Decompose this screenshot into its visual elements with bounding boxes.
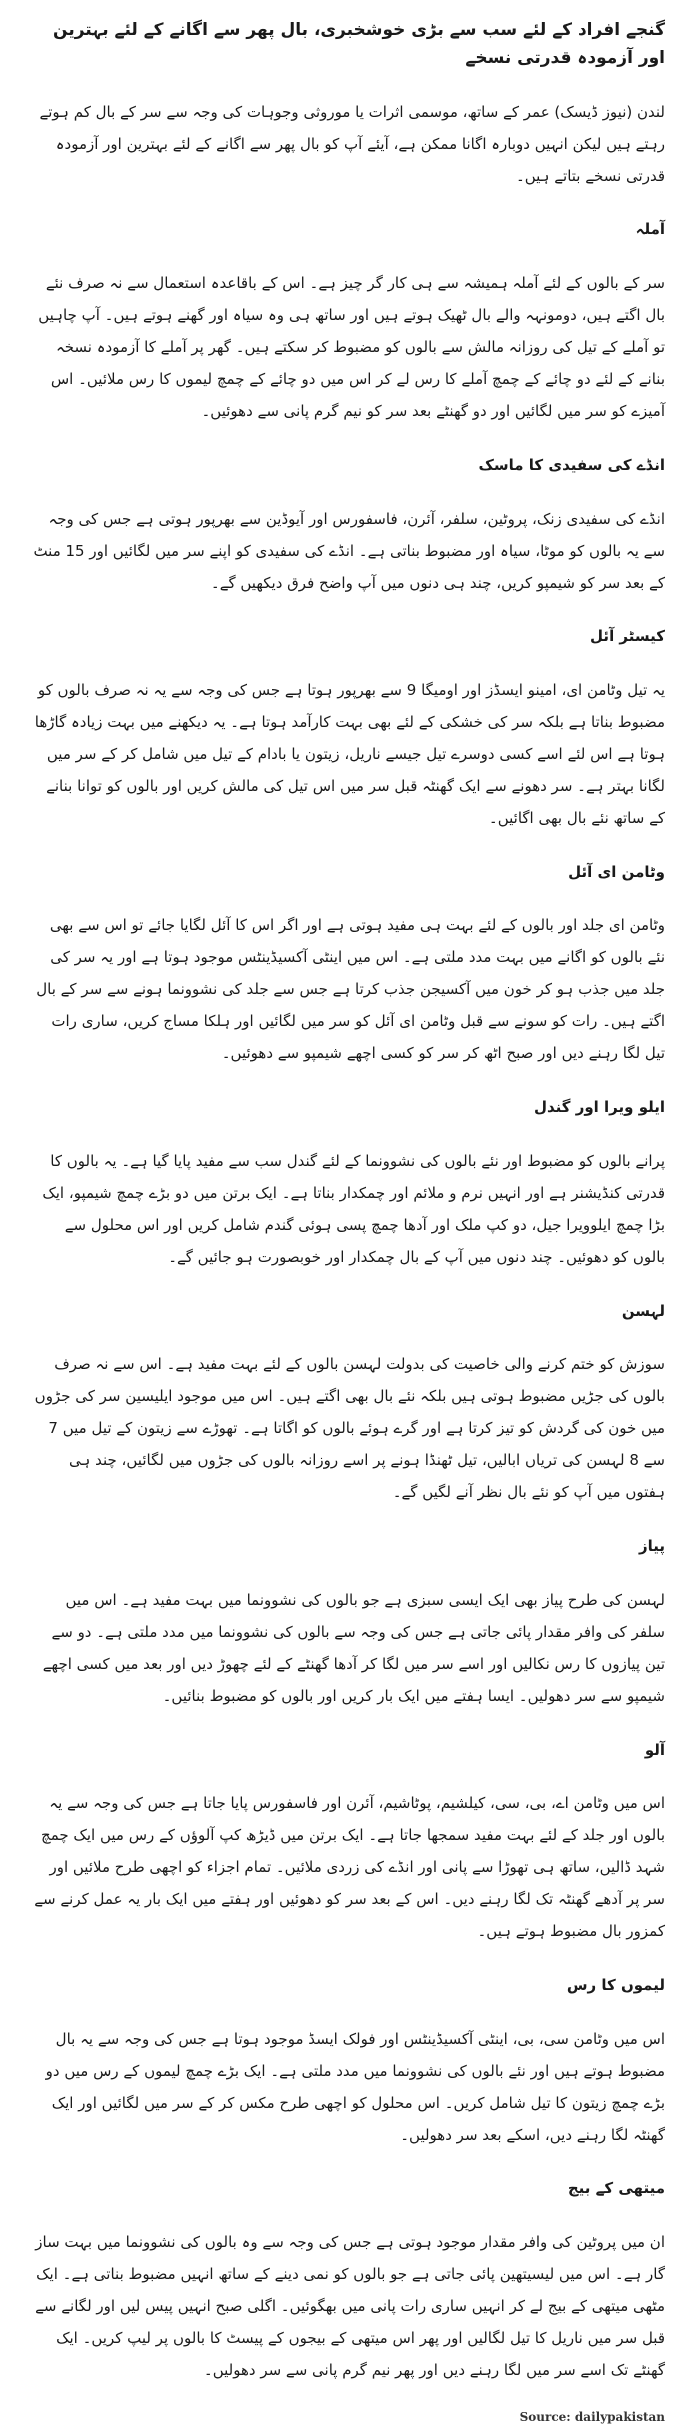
source-credit: Source: dailypakistan [519,2409,665,2424]
section-body-vitamin-e-oil: وٹامن ای جلد اور بالوں کے لئے بہت ہی مفید ہوتی ہے اور اگر اس کا آئل لگایا جائے تو اس سے بھی نئے بالوں کو اگانے میں بہت مدد ملتی ہے۔ اس میں اینٹی آکسیڈینٹس موجود ہوتا ہے اور یہ سر کی جلد میں جذب ہو کر خون میں آکسیجن جذب کرتا ہے جس سے جلد کی نشوونما ہونے سے سر کے بال اگتے ہیں۔ رات کو سونے سے قبل وٹامن ای آئل کو سر میں لگائیں اور ہلکا مساج کریں، ساری رات تیل لگا رہنے دیں اور صبح اٹھ کر سر کو کسی اچھے شیمپو سے دھوئیں۔ [36,916,665,1063]
section-heading-aloe-vera: ایلو ویرا اور گندل [533,1098,665,1117]
section-body-aloe-vera: پرانے بالوں کو مضبوط اور نئے بالوں کی نشوونما کے لئے گندل سب سے مفید پایا گیا ہے۔ یہ بالوں کا قدرتی کنڈیشنر ہے اور انہیں نرم و ملائم اور چمکدار بناتا ہے۔ ایک برتن میں دو بڑے چمچ شیمپو، ایک بڑا چمچ ایلوویرا جیل، دو کپ ملک اور آدھا چمچ پسی ہوئی گندم شامل کریں اور اس محلول سے بالوں کو دھوئیں۔ چند دنوں میں آپ کے بال چمکدار اور خوبصورت ہو جائیں گے۔ [42,1151,665,1266]
section-heading-vitamin-e-oil: وٹامن ای آئل [568,862,665,881]
section-heading-lemon-juice: لیموں کا رس [566,1975,665,1994]
section-body-onion: لہسن کی طرح پیاز بھی ایک ایسی سبزی ہے جو بالوں کی نشوونما میں بہت مفید ہے۔ اس میں سلفر کی وافر مقدار پائی جاتی ہے جس کی وجہ سے بالوں کی نشوونما میں مدد ملتی ہے۔ دو سے تین پیازوں کا رس نکالیں اور اسے سر میں لگا کر آدھا گھنٹے کے لئے چھوڑ دیں اور بعد میں کسی اچھے شیمپو سے سر دھولیں۔ ایسا ہفتے میں ایک بار کریں اور بالوں کو مضبوط بنائیں۔ [42,1590,665,1705]
intro-paragraph: لندن (نیوز ڈیسک) عمر کے ساتھ، موسمی اثرات یا موروثی وجوہات کی وجہ سے سر کے بال کم ہوتے رہتے ہیں لیکن انہیں دوبارہ اگانا ممکن ہے، آیئے آپ کو بال پھر سے اگانے کے لئے بہترین اور آزمودہ قدرتی نسخے بتاتے ہیں۔ [39,102,665,185]
article-title: گنجے افراد کے لئے سب سے بڑی خوشخبری، بال پھر سے اگانے کے لئے بہترین اور آزمودہ قدرتی نسخے [53,20,665,68]
section-heading-egg-white-mask: انڈے کی سفیدی کا ماسک [478,455,665,474]
section-heading-onion: پیاز [638,1537,665,1556]
section-body-amla: سر کے بالوں کے لئے آملہ ہمیشہ سے ہی کار گر چیز ہے۔ اس کے باقاعدہ استعمال سے نہ صرف نئے بال اگتے ہیں، دومونہہ والے بال ٹھیک ہوتے ہیں اور ساتھ ہی وہ سیاہ اور گھنے ہوتے ہیں۔ آپ چاہیں تو آملے کے تیل کی روزانہ مالش سے بالوں کو مضبوط کر سکتے ہیں۔ گھر پر آملے کا آزمودہ نسخہ بنانے کے لئے دو چائے کے چمچ آملے کا رس لے کر اس میں دو چائے کے چمچ لیموں کا رس ملائیں۔ اس آمیزے کو سر میں لگائیں اور دو گھنٹے بعد سر کو نیم گرم پانی سے دھوئیں۔ [38,274,665,421]
section-body-egg-white-mask: انڈے کی سفیدی زنک، پروٹین، سلفر، آئرن، فاسفورس اور آیوڈین سے بھرپور ہوتی ہے جس کی وجہ سے یہ بالوں کو موٹا، سیاہ اور مضبوط بناتی ہے۔ انڈے کی سفیدی کو اپنے سر میں لگائیں اور 15 منٹ کے بعد سر کو شیمپو کریں، چند ہی دنوں میں آپ واضح فرق دیکھیں گے۔ [33,509,665,592]
section-body-potato: اس میں وٹامن اے، بی، سی، کیلشیم، پوٹاشیم، آئرن اور فاسفورس پایا جاتا ہے جس کی وجہ سے یہ بالوں اور جلد کے لئے بہت مفید سمجھا جاتا ہے۔ ایک برتن میں ڈیڑھ کپ آلوؤں کے رس میں ایک چمچ شہد ڈالیں، ساتھ ہی تھوڑا سے پانی اور انڈے کی زردی ملائیں۔ تمام اجزاء کو اچھی طرح ملائیں اور سر پر آدھے گھنٹہ تک لگا رہنے دیں۔ اس کے بعد سر کو دھوئیں اور ہفتے میں ایک بار یہ عمل کرنے سے کمزور بال مضبوط ہوتے ہیں۔ [34,1794,665,1941]
section-body-fenugreek-seeds: ان میں پروٹین کی وافر مقدار موجود ہوتی ہے جس کی وجہ سے وہ بالوں کی نشوونما میں بہت ساز گار ہے۔ اس میں لیسیتھین پائی جاتی ہے جو بالوں کو نمی دینے کے ساتھ انہیں مضبوط بناتی ہے۔ ایک مٹھی میتھی کے بیج لے کر انہیں ساری رات پانی میں بھگوئیں۔ اگلی صبح انہیں پیس لیں اور لگانے سے قبل سر میں ناریل کا تیل لگالیں اور پھر اس میتھی کے بیجوں کے پیسٹ کا بالوں پر لیپ کریں۔ ایک گھنٹے تک اسے سر میں لگا رہنے دیں اور پھر نیم گرم پانی سے سر دھولیں۔ [35,2233,665,2380]
section-heading-fenugreek-seeds: میتھی کے بیج [567,2179,665,2198]
section-body-castor-oil: یہ تیل وٹامن ای، امینو ایسڈز اور اومیگا 9 سے بھرپور ہوتا ہے جس کی وجہ سے یہ نہ صرف بالوں کو مضبوط بناتا ہے بلکہ سر کی خشکی کے لئے بھی بہت کارآمد ہوتا ہے۔ یہ دیکھنے میں بہت زیادہ گاڑھا ہوتا ہے اس لئے اسے کسی دوسرے تیل جیسے ناریل، زیتون یا بادام کے تیل میں شامل کر کے سر میں لگانا بہتر ہے۔ سر دھونے سے ایک گھنٹہ قبل سر میں اس تیل کی مالش کریں اور بالوں کو توانا بنانے کے ساتھ نئے بال بھی اگائیں۔ [34,681,665,828]
section-heading-garlic: لہسن [621,1301,665,1320]
section-heading-castor-oil: کیسٹر آئل [590,627,665,646]
section-body-lemon-juice: اس میں وٹامن سی، بی، اینٹی آکسیڈینٹس اور فولک ایسڈ موجود ہوتا ہے جس کی وجہ سے یہ بال مضبوط ہوتے ہیں اور نئے بالوں کی نشوونما میں مدد ملتی ہے۔ ایک بڑے چمچ لیموں کے رس میں دو بڑے چمچ زیتون کا تیل شامل کریں۔ اس محلول کو اچھی طرح مکس کر کے سر میں لگائیں اور ایک گھنٹہ لگا رہنے دیں، اسکے بعد سر دھولیں۔ [45,2029,665,2144]
section-heading-amla: آملہ [635,220,665,239]
section-body-garlic: سوزش کو ختم کرنے والی خاصیت کی بدولت لہسن بالوں کے لئے بہت مفید ہے۔ اس سے نہ صرف بالوں کی جڑیں مضبوط ہوتی ہیں بلکہ نئے بال بھی اگتے ہیں۔ اس میں موجود ایلیسین سر کی جڑوں میں خون کی گردش کو تیز کرتا ہے اور گرے ہوئے بالوں کو اگاتا ہے۔ تھوڑے سے زیتون کے تیل میں 7 سے 8 لہسن کی تریاں ابالیں، تیل ٹھنڈا ہونے پر اسے روزانہ بالوں کی جڑوں میں لگائیں، چند ہی ہفتوں میں آپ کو نئے بال نظر آنے لگیں گے۔ [34,1355,665,1502]
section-heading-potato: آلو [644,1740,665,1759]
